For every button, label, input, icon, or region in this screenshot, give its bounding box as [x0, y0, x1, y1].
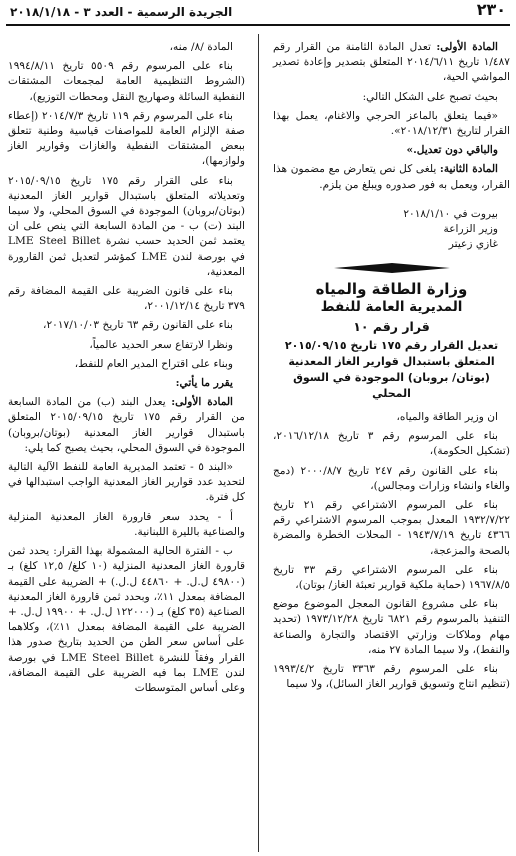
- paragraph: بناء على المرسوم الاشتراعي رقم ٢١ تاريخ ١٩٣٢/٧/٢٢ المعدل بموجب المرسوم الاشتراعي رقم ٤٣٦٦ تاريخ ١٩٤٣/٧/١٩ - المحلات الخطرة والمضرة بالصحة والمزعجة،: [273, 499, 510, 557]
- article-one-amendment-label: المادة الأولى:: [171, 396, 233, 409]
- paragraph: ب - الفترة الحالية المشمولة بهذا القرار: يحدد ثمن قارورة الغاز المعدنية المنزلية (١٠ كلغ/ ١٢,٥ كلغ) بـ (٤٩٨٠٠ ل.ل. + ٤٤٨٦٠ ل.ل.) + الضريبة على القيمة المضافة بمعدل ١١٪، وبحدد ثمن قارورة الغاز المعدنية الصناعية (٣٥ كلغ) بـ (١٢٢٠٠٠ ل.ل. + ١٩٩٠٠ ل.ل. + الضريبة على القيمة المضافة بمعدل ١١٪)، وكلاهما على أساس سعر الطن من الحديد بتاريخ صدور هذا القرار وفقاً للنشرة LME Steel Billet في بورصة لندن LME بما فيه الضريبة على القيمة المضافة، وعلى أساس المتوسطات: [8, 545, 246, 694]
- article-two-label: المادة الثانية:: [439, 163, 499, 176]
- paragraph: «البند ٥ - تعتمد المديرية العامة للنفط الآلية التالية لتحديد عدد قوارير الغاز المعدنية الواجب استبدالها في كل فترة.: [8, 461, 245, 504]
- article-one-text: تعدل المادة الثامنة من القرار رقم ١/٤٨٧ تاريخ ٢٠١٤/٦/١١ المتعلق بتصدير وإعادة تصدير المواشي الحية،: [273, 41, 510, 84]
- paragraph: بناء على القانون رقم ٢٤٧ تاريخ ٢٠٠٠/٨/٧ (دمج والغاء وانشاء وزارات ومجالس)،: [273, 464, 510, 492]
- signature-name: غازي زعيتر: [448, 238, 498, 251]
- paragraph: «فيما يتعلق بالماعز الحرجي والاغنام، يعمل بهذا القرار لتاريخ ٢٠١٨/١٢/٣١».: [273, 109, 510, 138]
- right-column: [273, 40, 510, 697]
- paragraph: ونظرا لارتفاع سعر الحديد عالمياً،: [89, 338, 233, 351]
- paragraph: وبناء على اقتراح المدير العام للنفط،: [74, 357, 233, 370]
- left-column: [8, 40, 245, 700]
- gazette-title: الجريدة الرسمية - العدد ٣ - ٢٠١٨/١/١٨: [10, 5, 233, 19]
- paragraph: بناء على القانون رقم ٦٣ تاريخ ٢٠١٧/١٠/٠٣،: [43, 319, 233, 332]
- paragraph: بحيث تصبح على الشكل التالي:: [362, 90, 498, 103]
- signature-title: وزير الزراعة: [443, 223, 498, 236]
- paragraph: بناء على المرسوم رقم ٥٥٠٩ تاريخ ١٩٩٤/٨/١١ (الشروط التنظيمية العامة لمجمعات المشتقات النفطية السائلة وصهاريج النقل ومحطات التوزيع)،: [8, 60, 245, 103]
- paragraph: بناء على قانون الضريبة على القيمة المضافة رقم ٣٧٩ تاريخ ٢٠٠١/١٢/١٤،: [8, 285, 245, 313]
- ministry-heading: وزارة الطاقة والمياه: [315, 280, 468, 299]
- decree-number: قرار رقم ١٠: [353, 318, 430, 334]
- paragraph: بناء على المرسوم رقم ٣ تاريخ ٢٠١٦/١٢/١٨، (تشكيل الحكومة)،: [273, 430, 510, 458]
- page-header: [6, 2, 510, 26]
- paragraph: والباقي دون تعديل.»: [406, 144, 498, 157]
- paragraph: بناء على المرسوم الاشتراعي رقم ٣٣ تاريخ ١٩٦٧/٨/٥ (حماية ملكية قوارير تعبئة الغاز/ بوتان)،: [273, 563, 510, 592]
- decree-title: تعديل القرار رقم ١٧٥ تاريخ ٢٠١٥/٠٩/١٥ المتعلق باستبدال قوارير الغاز المعدنية (بوتان/ بروبان) الموجودة في السوق المحلي: [284, 339, 499, 401]
- column-divider: [258, 34, 259, 852]
- signature-date: بيروت في ٢٠١٨/١/١٠: [403, 207, 498, 220]
- article-one-label: المادة الأولى:: [436, 41, 498, 53]
- paragraph: بناء على المرسوم رقم ٣٣٦٣ تاريخ ١٩٩٣/٤/٢ (تنظيم انتاج وتسويق قوارير الغاز السائل)، ولا سيما: [273, 663, 510, 691]
- article-two-text: يلغى كل نص يتعارض مع مضمون هذا القرار، ويعمل به فور صدوره ويبلغ من يلزم.: [273, 163, 510, 191]
- paragraph: بناء على مشروع القانون المعجل الموضوع موضع التنفيذ بالمرسوم رقم ٦٨٢١ تاريخ ١٩٧٣/١٢/٢٨ (تحديد مهام وملاكات وزارتي الاقتصاد والتجارة والصناعة والنفط)، ولا سيما المادة ٢٧ منه،: [273, 598, 510, 656]
- paragraph: بناء على القرار رقم ١٧٥ تاريخ ٢٠١٥/٠٩/١٥ وتعديلاته المتعلق باستبدال قوارير الغاز المعدنية (بوتان/بروبان) الموجودة في السوق المحلي، ولا سيما البند (ت) ب - من المادة السابعة التي ينص على ان يعتمد ثمن الحديد حسب نشرة LME Steel Billet في بورصة لندن LME كمؤشر لتعديل ثمن القارورة المعدنية،: [8, 174, 245, 278]
- article-one-amendment: [8, 395, 245, 456]
- paragraph: ان وزير الطاقة والمياه،: [396, 411, 498, 424]
- article-one: [273, 40, 510, 86]
- article-two: [273, 162, 510, 192]
- page-number: ٢٣٠: [476, 0, 506, 19]
- ornament-divider: [332, 262, 452, 274]
- article-one-amendment-text: يعدل البند (ب) من المادة السابعة من القرار رقم ١٧٥ تاريخ ٢٠١٥/٠٩/١٥ المتعلق باستبدال قوارير الغاز المعدنية (بوتان/بروبان) الموجودة في السوق المحلي، بحيث يصبح كما يلي:: [8, 396, 245, 454]
- decides-heading: يقرر ما يأتي:: [175, 377, 233, 390]
- paragraph: بناء على المرسوم رقم ١١٩ تاريخ ٢٠١٤/٧/٣ (إعطاء صفة الإلزام العامة للمواصفات قياسية وطنية تتعلق ببعض المشتقات النفطية والغازات وقوارير الغاز ولوازمها)،: [8, 109, 245, 168]
- directorate-heading: المديرية العامة للنفط: [320, 298, 463, 315]
- paragraph: أ - يحدد سعر قارورة الغاز المعدنية المنزلية والصناعية بالليرة اللبنانية.: [8, 510, 245, 538]
- paragraph: المادة /٨/ منه،: [169, 41, 233, 53]
